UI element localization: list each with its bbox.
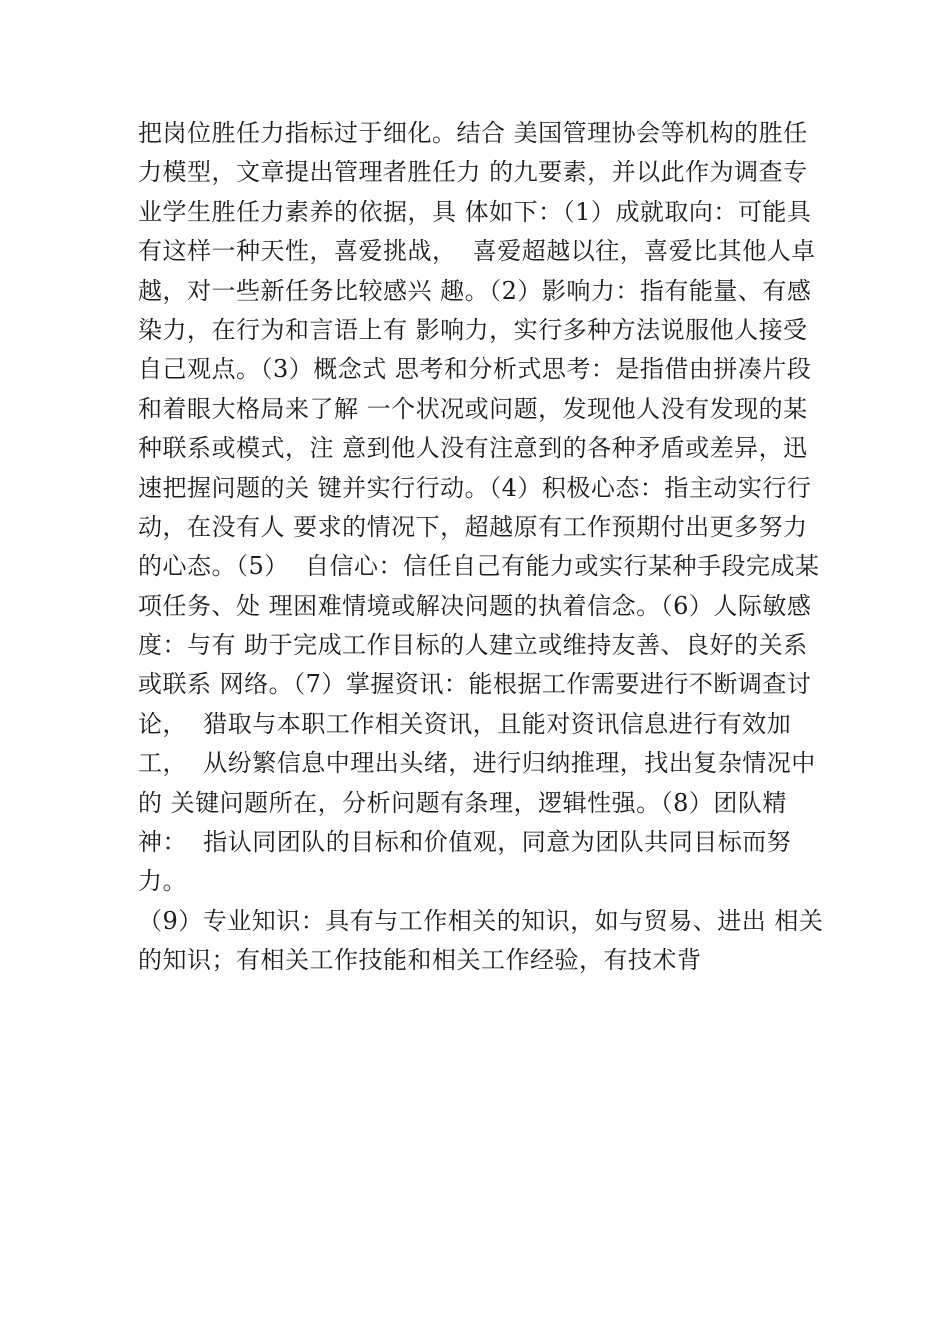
text-line: （9）专业知识：具有与工作相关的知识，如与贸易、进出 相关 [138, 906, 824, 935]
body-text [138, 114, 838, 981]
text-line: 种联系或模式，注 意到他人没有注意到的各种矛盾或差异，迅 [138, 434, 808, 463]
text-line: 的知识；有相关工作技能和相关工作经验，有技术背 [138, 946, 702, 975]
text-line: 自己观点。（3）概念式 思考和分析式思考：是指借由拼凑片段 [138, 355, 812, 384]
text-line: 项任务、处 理困难情境或解决问题的执着信念。（6）人际敏感 [138, 591, 812, 620]
text-line: 业学生胜任力素养的依据，具 体如下：（1）成就取向：可能具 [138, 197, 812, 226]
text-line: 工， 从纷繁信息中理出头绪，进行归纳推理，找出复杂情况中 [138, 749, 816, 778]
text-line: 论， 猎取与本职工作相关资讯，且能对资讯信息进行有效加 [138, 709, 792, 738]
text-line: 有这样一种天性，喜爱挑战， 喜爱超越以往，喜爱比其他人卓 [138, 237, 816, 266]
text-line: 越，对一些新任务比较感兴 趣。（2）影响力：指有能量、有感 [138, 276, 812, 305]
text-line: 速把握问题的关 键并实行行动。（4）积极心态：指主动实行行 [138, 473, 812, 502]
text-line: 力模型，文章提出管理者胜任力 的九要素，并以此作为调查专 [138, 158, 808, 187]
text-line: 和着眼大格局来了解 一个状况或问题，发现他人没有发现的某 [138, 394, 808, 423]
text-line: 的 关键问题所在，分析问题有条理，逻辑性强。（8）团队精 [138, 788, 787, 817]
text-line: 或联系 网络。（7）掌握资讯：能根据工作需要进行不断调查讨 [138, 670, 812, 699]
text-line: 神： 指认同团队的目标和价值观，同意为团队共同目标而努 [138, 828, 792, 857]
text-line: 染力，在行为和言语上有 影响力，实行多种方法说服他人接受 [138, 315, 808, 344]
text-line: 度：与有 助于完成工作目标的人建立或维持友善、良好的关系 [138, 631, 808, 660]
text-line: 力。 [138, 867, 187, 896]
text-line: 动，在没有人 要求的情况下，超越原有工作预期付出更多努力 [138, 512, 808, 541]
text-line: 的心态。（5） 自信心：信任自己有能力或实行某种手段完成某 [138, 552, 820, 581]
text-line: 把岗位胜任力指标过于细化。结合 美国管理协会等机构的胜任 [138, 119, 808, 147]
